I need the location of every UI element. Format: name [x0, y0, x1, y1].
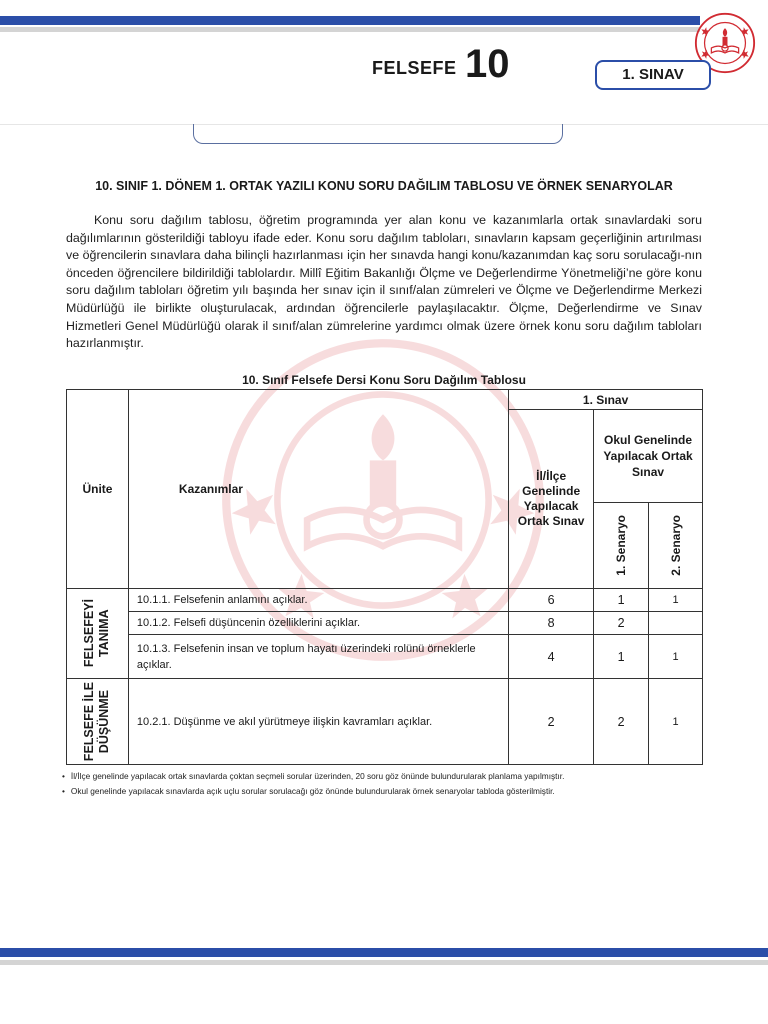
il-ilce-count: 2 [509, 679, 594, 765]
kazanim-cell: 10.1.1. Felsefenin anlamını açıklar. [128, 589, 508, 612]
senaryo-1-count: 1 [594, 589, 649, 612]
header-kazanimlar: Kazanımlar [128, 390, 508, 589]
unit-cell-2 [67, 679, 129, 765]
distribution-table [66, 389, 703, 765]
note-item: • Okul genelinde yapılacak sınavlarda açık uçlu sorular sorulacağı göz önünde bulundurularak örnek senaryolar tabloda gösterilmiştir. [62, 784, 722, 799]
il-ilce-count: 6 [509, 589, 594, 612]
senaryo-2-count [649, 612, 703, 635]
exam-label: 1. SINAV [595, 60, 711, 90]
il-ilce-count: 4 [509, 635, 594, 679]
header-senaryo-1 [594, 503, 649, 589]
document-title: 10. SINIF 1. DÖNEM 1. ORTAK YAZILI KONU SORU DAĞILIM TABLOSU VE ÖRNEK SENARYOLAR [95, 179, 673, 193]
header-unite: Ünite [67, 390, 129, 589]
header-stripe-blue [0, 16, 700, 25]
header-tray [193, 124, 563, 144]
senaryo-2-label: 2. Senaryo [668, 515, 683, 576]
header-senaryo-2 [649, 503, 703, 589]
senaryo-1-count: 1 [594, 635, 649, 679]
senaryo-1-count: 2 [594, 612, 649, 635]
senaryo-2-count: 1 [649, 635, 703, 679]
unit-cell-1 [67, 589, 129, 679]
senaryo-1-label: 1. Senaryo [614, 515, 629, 576]
header-okul: Okul Genelinde Yapılacak Ortak Sınav [594, 410, 703, 503]
senaryo-2-count: 1 [649, 679, 703, 765]
kazanim-cell: 10.1.2. Felsefi düşüncenin özelliklerini açıklar. [128, 612, 508, 635]
unit-label: FELSEFE İLE DÜŞÜNME [82, 681, 112, 762]
grade-number: 10 [465, 42, 510, 86]
footer-stripe-blue [0, 948, 768, 957]
note-item: • İl/İlçe genelinde yapılacak ortak sınavlarda çoktan seçmeli sorular üzerinden, 20 soru göz önünde bulundurularak planlama yapılmıştır. [62, 769, 722, 784]
senaryo-2-count: 1 [649, 589, 703, 612]
il-ilce-count: 8 [509, 612, 594, 635]
header-exam: 1. Sınav [509, 390, 703, 410]
table-row [67, 589, 703, 612]
kazanim-cell: 10.1.3. Felsefenin insan ve toplum hayatı üzerindeki rolünü örneklerle açıklar. [128, 635, 508, 679]
table-notes [62, 769, 722, 799]
table-row [67, 679, 703, 765]
footer-stripe-gray [0, 960, 768, 965]
header-il-ilce: İl/İlçe Genelinde Yapılacak Ortak Sınav [509, 410, 594, 589]
unit-label: FELSEFEYİ TANIMA [82, 599, 112, 668]
table-row [67, 635, 703, 679]
senaryo-1-count: 2 [594, 679, 649, 765]
table-title: 10. Sınıf Felsefe Dersi Konu Soru Dağılım Tablosu [242, 373, 526, 387]
header-stripe-gray [0, 27, 700, 32]
kazanim-cell: 10.2.1. Düşünme ve akıl yürütmeye ilişkin kavramları açıklar. [128, 679, 508, 765]
subject-name: FELSEFE [372, 58, 457, 78]
intro-paragraph: Konu soru dağılım tablosu, öğretim programında yer alan konu ve kazanımlarla ortak sınavlardaki soru dağılımlarının gösterildiği tabloyu ifade eder. Konu soru dağılım tabloları, sınavların kapsam geçerliğinin artırılması ve öğrencilerin sınavlara daha bilinçli hazırlanması için her sınavda hangi konu/kazanımdan kaç soru sorulacağı-nın önceden öğrencilere bildirildiği tablolardır. Millî Eğitim Bakanlığı Ölçme ve Değerlendirme Yönetmeliği’ne göre konu soru dağılım tabloları öğretim yılı başında her sınav için il sınıf/alan zümreleri ve Ölçme ve Değerlendirme Merkezi Müdürlüğü ile birlikte oluşturulacak, ardından öğrencilerle paylaşılacaktır. Ölçme, Değerlendirme ve Sınav Hizmetleri Genel Müdürlüğü olarak il sınıf/alan zümrelerine yardımcı olmak üzere örnek konu soru dağılım tabloları hazırlanmıştır. [66, 213, 702, 351]
table-row [67, 612, 703, 635]
